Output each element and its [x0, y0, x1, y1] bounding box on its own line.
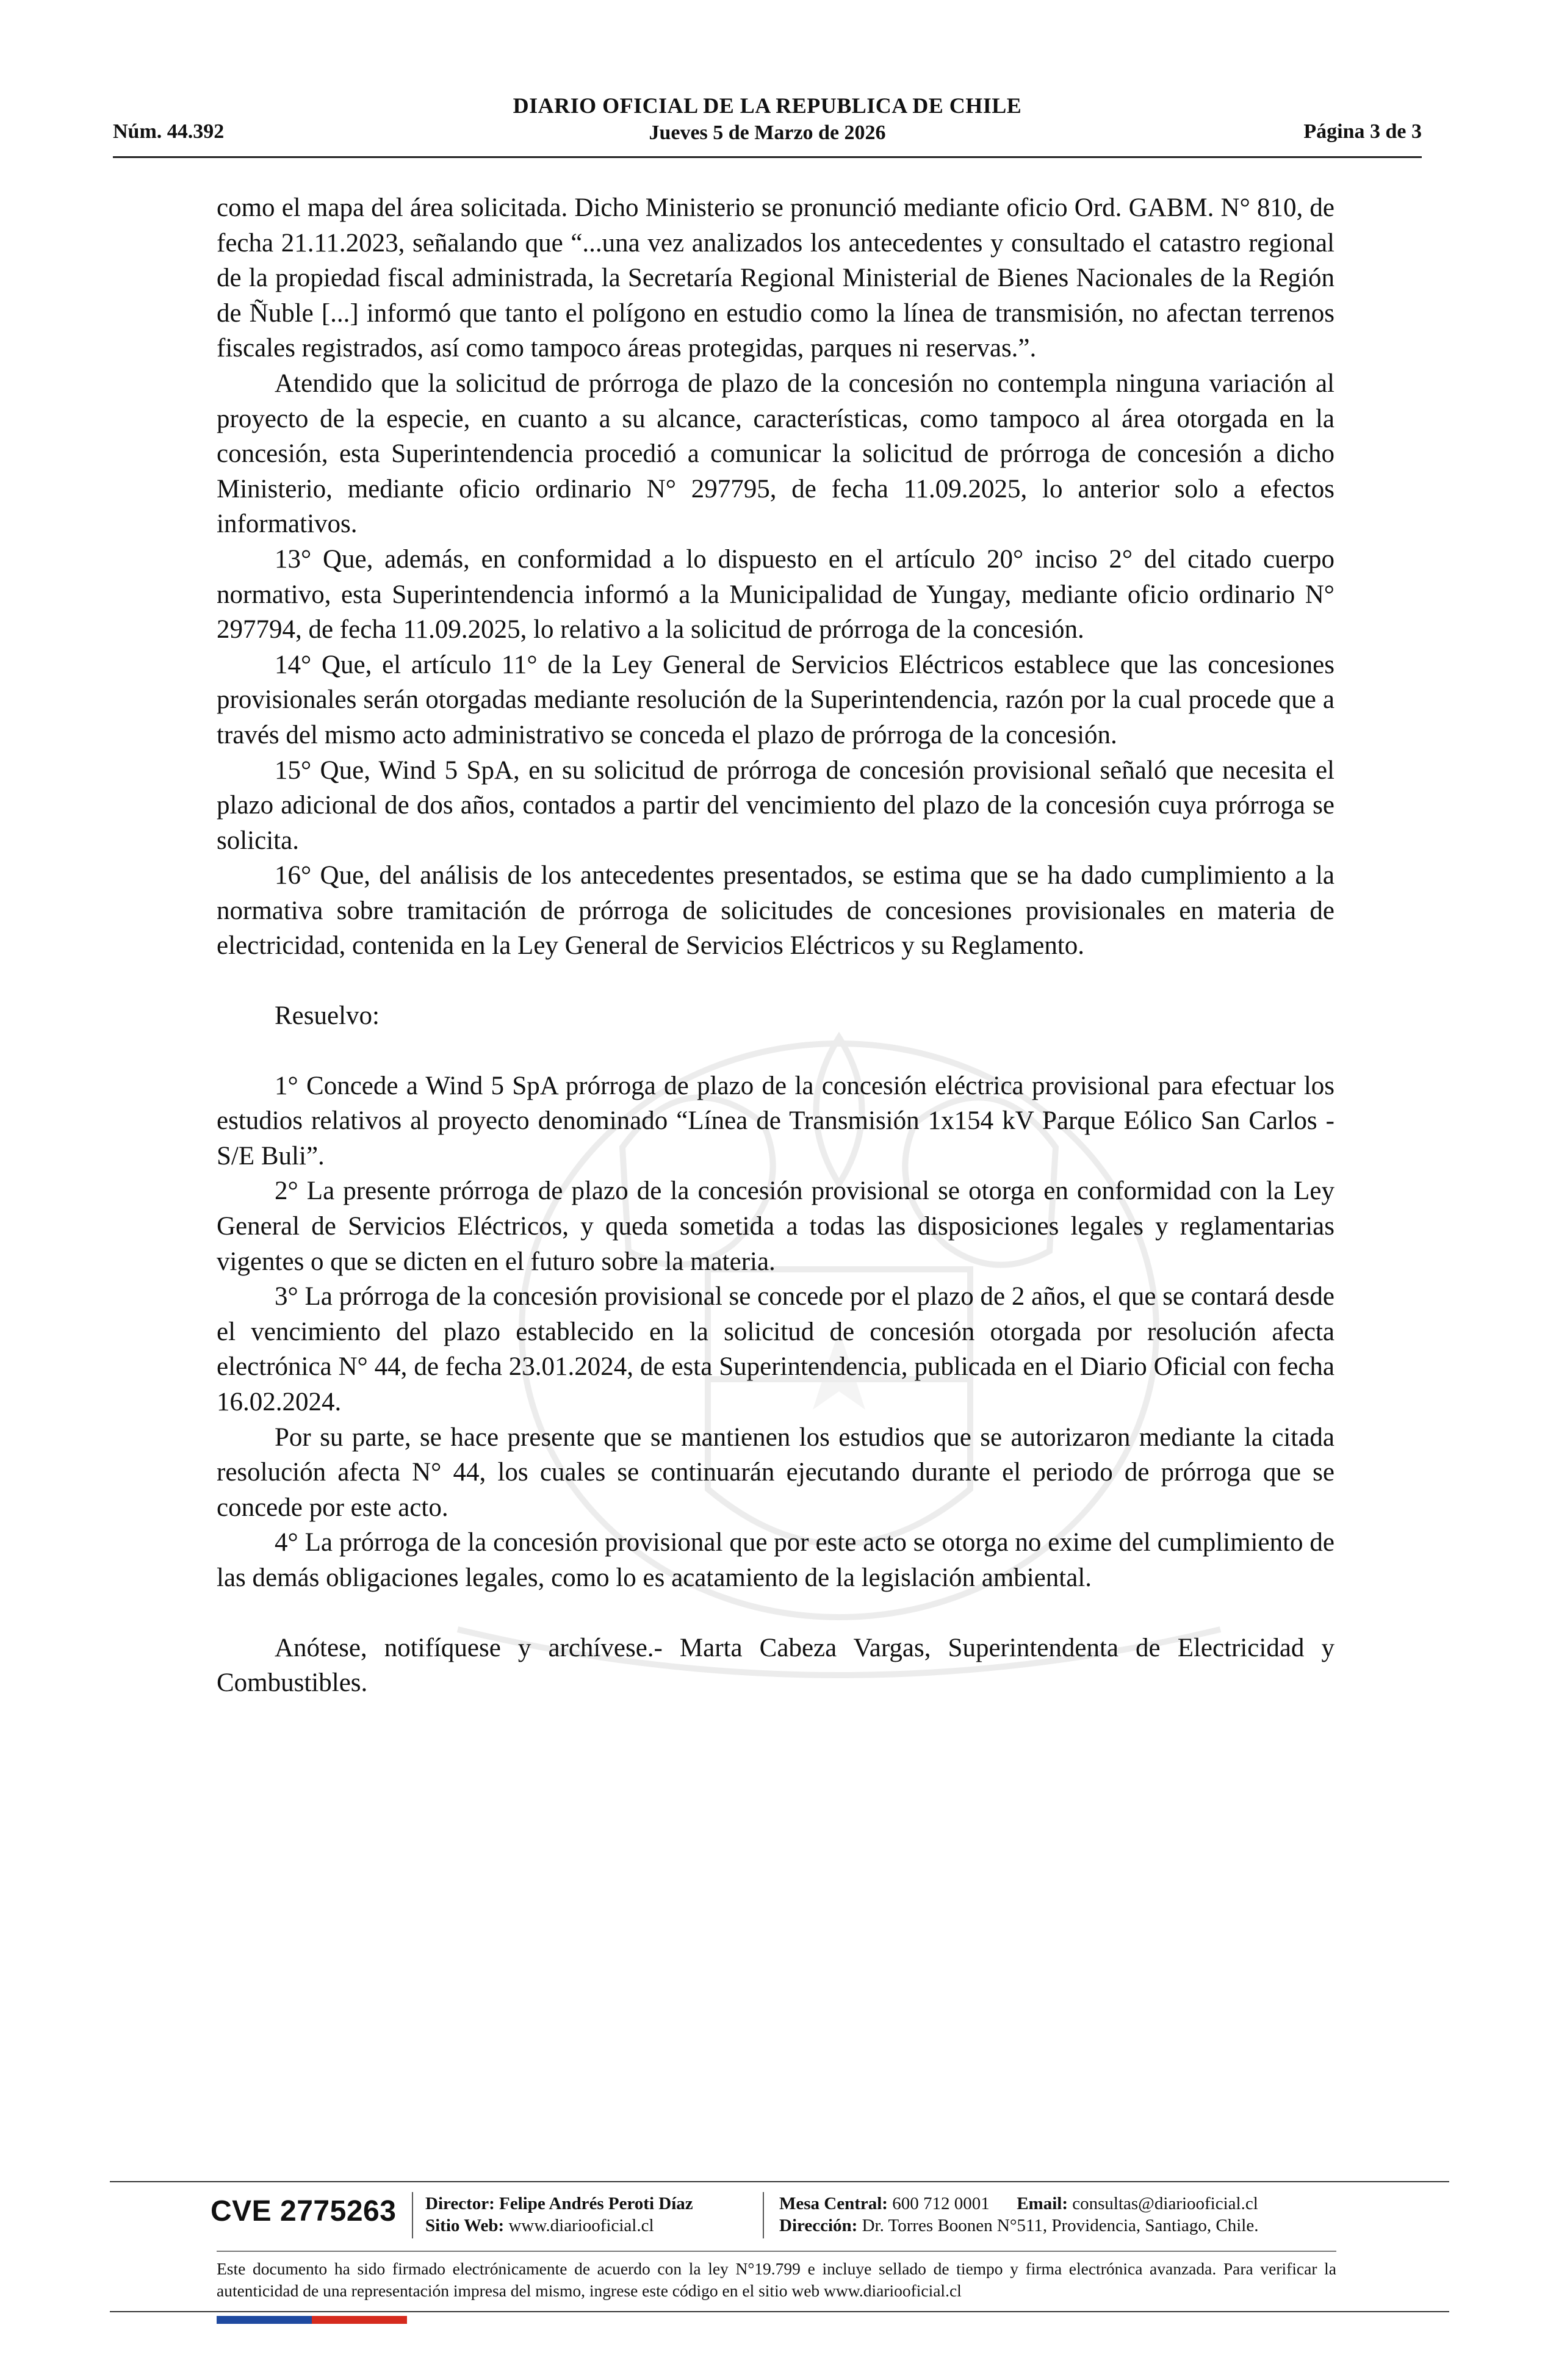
email-link[interactable]: consultas@diariooficial.cl — [1072, 2194, 1258, 2213]
cve-code: CVE 2775263 — [211, 2195, 397, 2227]
flag-color-bar — [217, 2316, 407, 2324]
address-label: Dirección: — [779, 2216, 858, 2235]
paragraph-resuelvo-3: 3° La prórroga de la concesión provisional se concede por el plazo de 2 años, el que se contará desde el vencimiento del plazo establecido en la solicitud de concesión otorgada por resolución afecta electrónica N° 44, de fecha 23.01.2024, de esta Superintendencia, publicada en el Diario Oficial con fecha 16.02.2024. — [217, 1282, 1334, 1416]
site-label: Sitio Web: — [425, 2216, 505, 2235]
footer-top-divider — [110, 2181, 1449, 2182]
mesa-label: Mesa Central: — [779, 2194, 888, 2213]
director-info — [425, 2192, 693, 2215]
paragraph-considerando-13: 13° Que, además, en conformidad a lo dispuesto en el artículo 20° inciso 2° del citado cuerpo normativo, esta Superintendencia informó a la Municipalidad de Yungay, mediante oficio ordinario N° 297794, de fecha 11.09.2025, lo relativo a la solicitud de prórroga de la concesión. — [217, 544, 1334, 644]
issue-number: Núm. 44.392 — [113, 120, 225, 143]
header-divider — [113, 156, 1422, 158]
footer-bottom-divider — [110, 2311, 1449, 2312]
electronic-signature-disclaimer: Este documento ha sido firmado electrónicamente de acuerdo con la ley N°19.799 e incluye sellado de tiempo y firma electrónica avanzada. Para verificar la autenticidad de una representación impresa del mismo, ingrese este código en el sitio web www.diariooficial.cl — [217, 2259, 1336, 2300]
resuelvo-heading: Resuelvo: — [275, 1001, 380, 1031]
paragraph-resuelvo-2: 2° La presente prórroga de plazo de la concesión provisional se otorga en conformidad con la Ley General de Servicios Eléctricos, y queda sometida a todas las disposiciones legales y reglamentarias vigentes o que se dicten en el futuro sobre la materia. — [217, 1177, 1334, 1276]
paragraph-por-su-parte: Por su parte, se hace presente que se mantienen los estudios que se autorizaron mediante la citada resolución afecta N° 44, los cuales se continuarán ejecutando durante el periodo de prórroga que se concede por este acto. — [217, 1423, 1334, 1522]
footer-separator — [412, 2192, 413, 2238]
footer-separator — [763, 2192, 764, 2238]
newspaper-title: DIARIO OFICIAL DE LA REPUBLICA DE CHILE — [513, 93, 1022, 118]
paragraph-considerando-15: 15° Que, Wind 5 SpA, en su solicitud de prórroga de concesión provisional señaló que necesita el plazo adicional de dos años, contados a partir del vencimiento del plazo de la concesión cuya prórroga se solicita. — [217, 755, 1334, 855]
paragraph-resuelvo-1: 1° Concede a Wind 5 SpA prórroga de plazo de la concesión eléctrica provisional para efectuar los estudios relativos al proyecto denominado “Línea de Transmisión 1x154 kV Parque Eólico San Carlos - S/E Buli”. — [217, 1071, 1334, 1170]
paragraph-resuelvo-4: 4° La prórroga de la concesión provisional que por este acto se otorga no exime del cumplimiento de las demás obligaciones legales, como lo es acatamiento de la legislación ambiental. — [217, 1528, 1334, 1592]
paragraph-atendido: Atendido que la solicitud de prórroga de plazo de la concesión no contempla ninguna variación al proyecto de la especie, en cuanto a su alcance, características, como tampoco al área otorgada en la concesión, esta Superintendencia procedió a comunicar la solicitud de prórroga de concesión a dicho Ministerio, mediante oficio ordinario N° 297795, de fecha 11.09.2025, lo anterior solo a efectos informativos. — [217, 369, 1334, 539]
director-label: Director: — [425, 2194, 495, 2213]
flag-blue-segment — [217, 2316, 312, 2324]
issue-date: Jueves 5 de Marzo de 2026 — [649, 121, 886, 144]
email-label: Email: — [1017, 2194, 1068, 2213]
site-info — [425, 2214, 654, 2237]
footer-mid-divider — [217, 2251, 1336, 2252]
document-body — [217, 190, 1334, 1701]
page-indicator: Página 3 de 3 — [1303, 120, 1422, 143]
address-value: Dr. Torres Boonen N°511, Providencia, Santiago, Chile. — [862, 2216, 1259, 2235]
header-center — [113, 92, 1422, 146]
paragraph-considerando-14: 14° Que, el artículo 11° de la Ley General de Servicios Eléctricos establece que las concesiones provisionales serán otorgadas mediante resolución de la Superintendencia, razón por la cual procede que a través del mismo acto administrativo se conceda el plazo de prórroga de la concesión. — [217, 650, 1334, 749]
director-name: Felipe Andrés Peroti Díaz — [499, 2194, 693, 2213]
flag-red-segment — [312, 2316, 407, 2324]
contact-info — [779, 2192, 1258, 2215]
paragraph-continuation: como el mapa del área solicitada. Dicho Ministerio se pronunció mediante oficio Ord. GABM. N° 810, de fecha 21.11.2023, señalando que “...una vez analizados los antecedentes y consultado el catastro regional de la propiedad fiscal administrada, la Secretaría Regional Ministerial de Bienes Nacionales de la Región de Ñuble [...] informó que tanto el polígono en estudio como la línea de transmisión, no afectan terrenos fiscales registrados, así como tampoco áreas protegidas, parques ni reservas.”. — [217, 193, 1334, 363]
signature-line: Anótese, notifíquese y archívese.- Marta Cabeza Vargas, Superintendenta de Electricidad y Combustibles. — [217, 1633, 1334, 1698]
address-info — [779, 2214, 1258, 2237]
site-link[interactable]: www.diariooficial.cl — [508, 2216, 654, 2235]
paragraph-considerando-16: 16° Que, del análisis de los antecedentes presentados, se estima que se ha dado cumplimiento a la normativa sobre tramitación de prórroga de solicitudes de concesiones provisionales en materia de electricidad, contenida en la Ley General de Servicios Eléctricos y su Reglamento. — [217, 861, 1334, 961]
footer-info-row — [110, 2191, 1449, 2240]
page-header — [113, 92, 1422, 159]
mesa-phone: 600 712 0001 — [892, 2194, 990, 2213]
